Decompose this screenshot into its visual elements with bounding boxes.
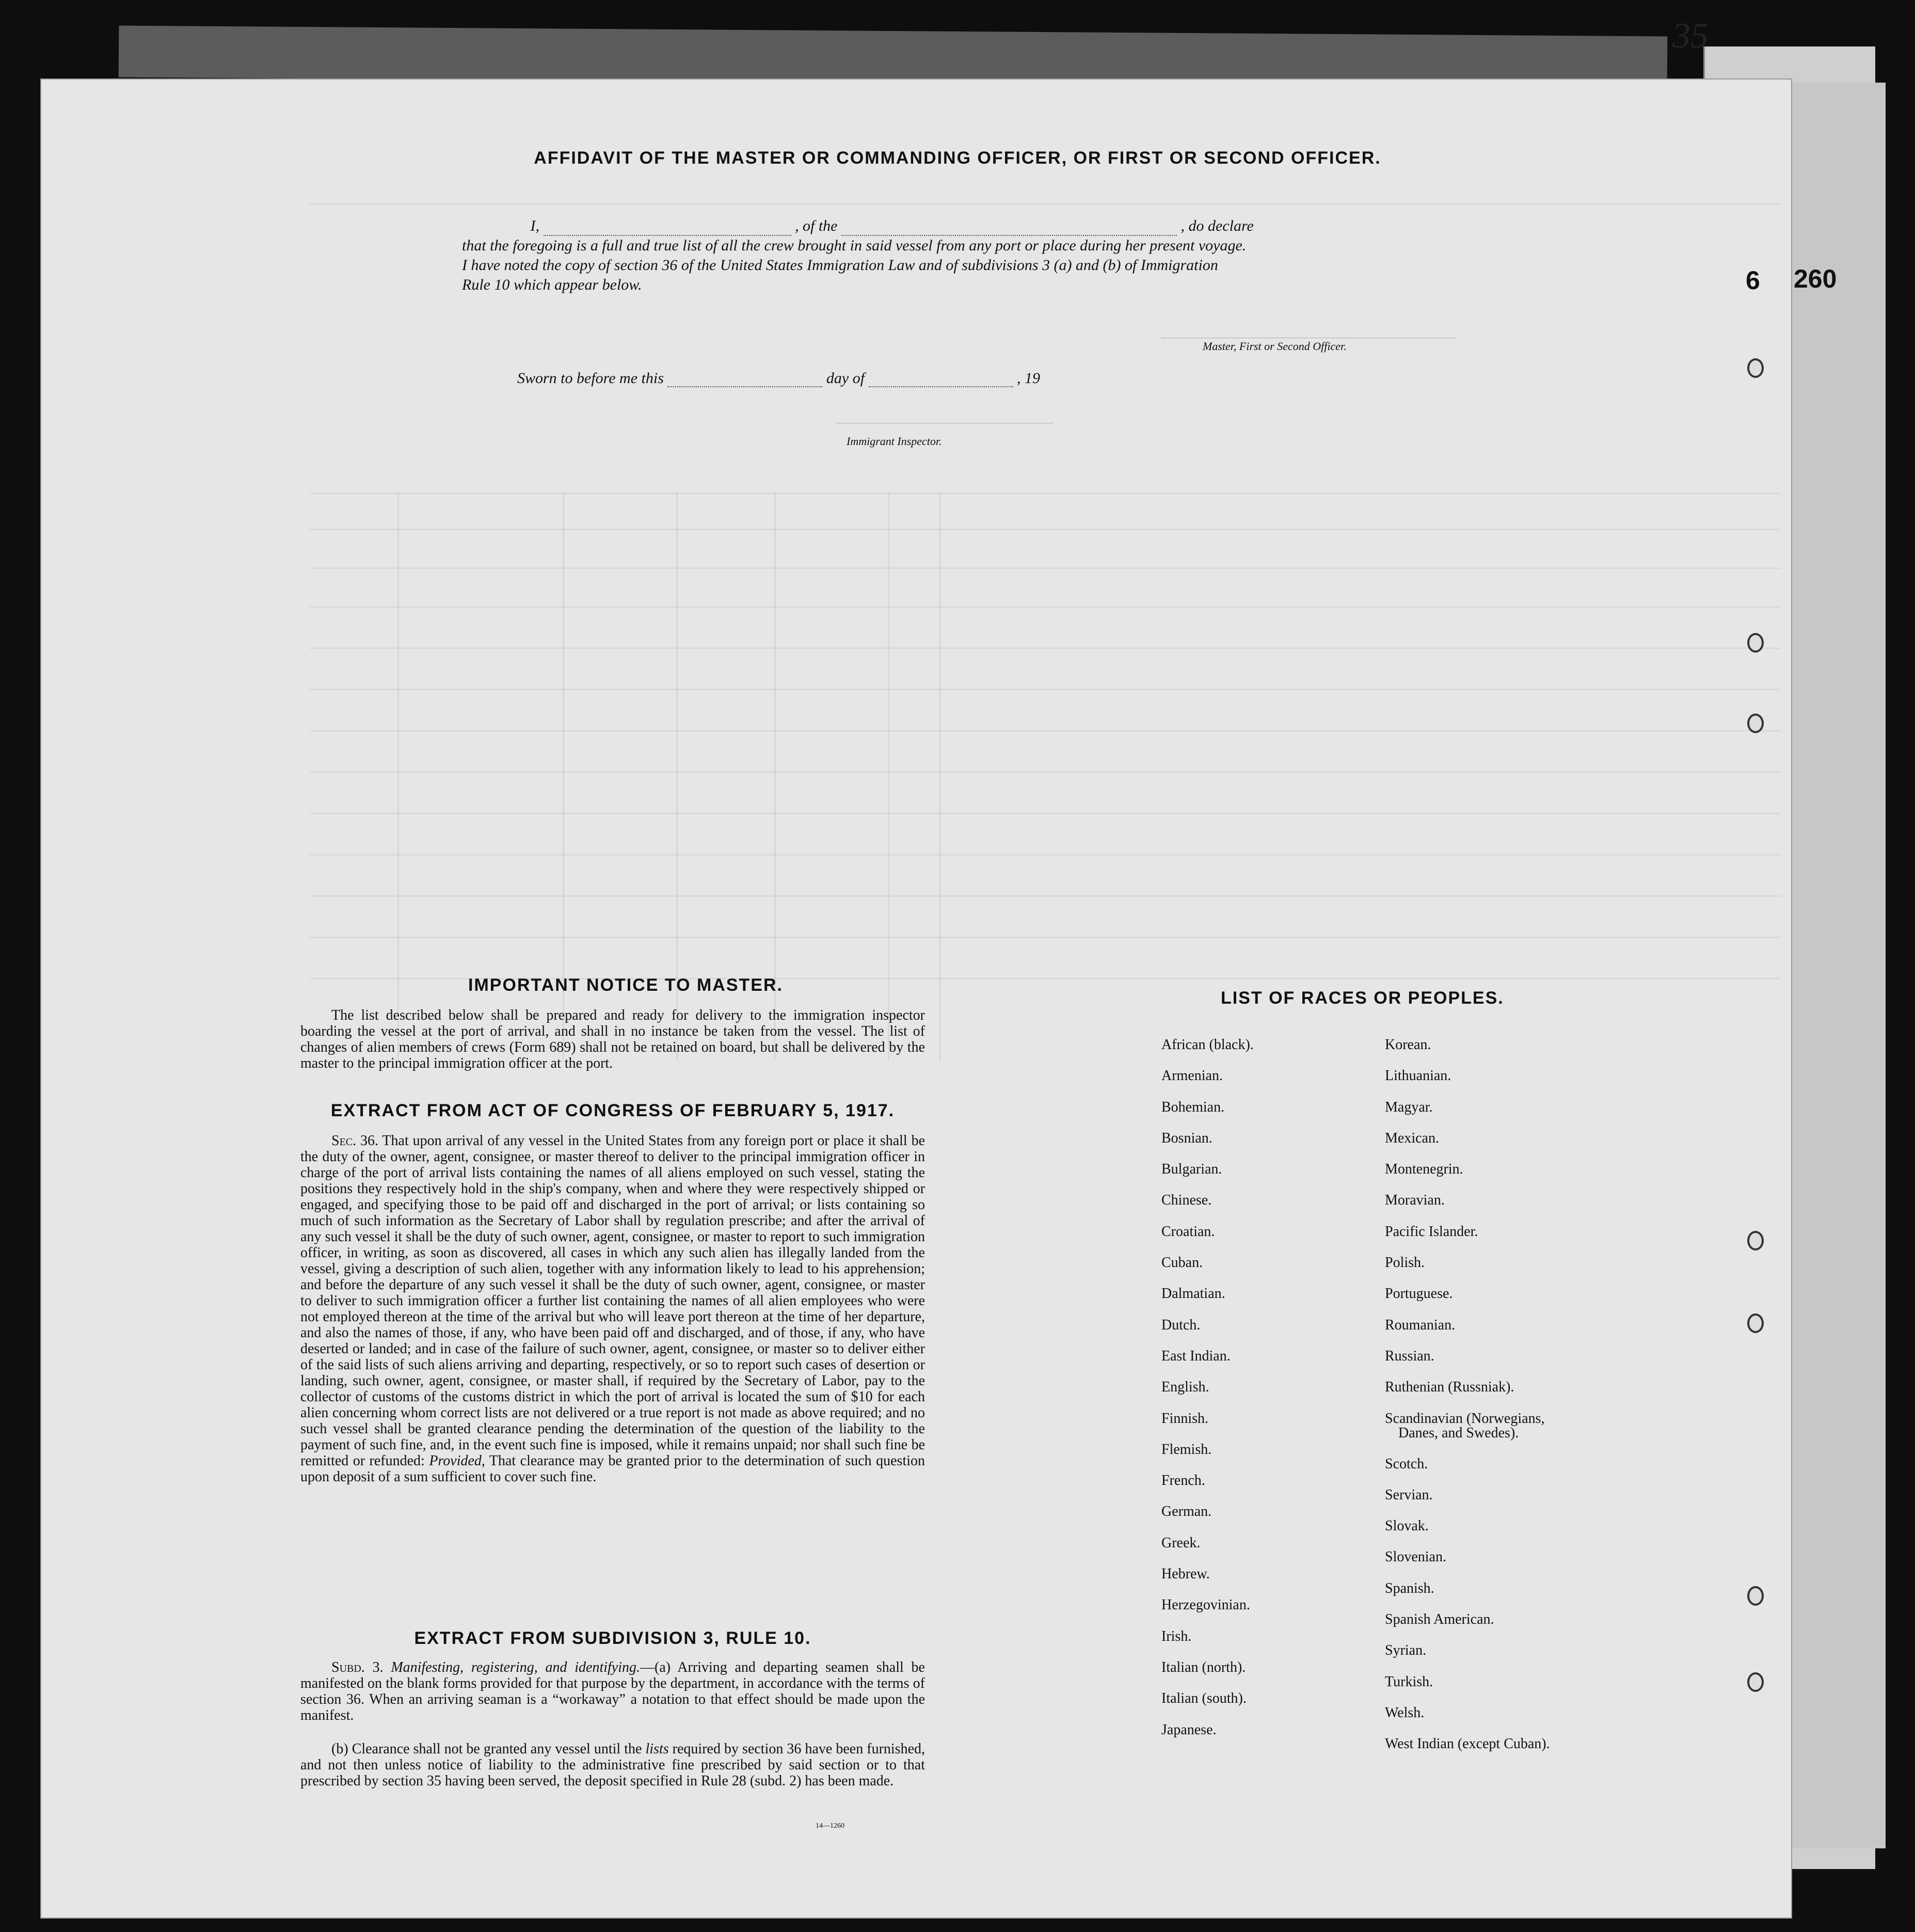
race-item: Bosnian. [1161,1130,1212,1146]
race-item: East Indian. [1161,1348,1231,1364]
extract-rule-para-b [300,1741,925,1789]
extract-rule-para-a [300,1659,925,1723]
subdivision-para-b-end: required by section 36 have been furnished, and not then unless notice of liability to the administrative fine prescribed by said section or to that prescribed by section 35 having been served, the deposit specified in Rule 28 (subd. 2) has been made. [300,1741,925,1789]
punch-hole [1747,1231,1764,1250]
race-item: Croatian. [1161,1223,1215,1240]
section-36-text: That upon arrival of any vessel in the United States from any foreign port or place it shall be the duty of the owner, agent, consignee, or master thereof to deliver to the principal immigration officer in charge of the port of arrival lists containing the names of all aliens employed on such vessel, stating the positions they respectively hold in the ship's company, when and where they were respectively shipped or engaged, and specifying those to be paid off and discharged in the port of arrival; or lists containing so much of such information as the Secretary of Labor shall by regulation prescribe; and after the arrival of any such vessel it shall be the duty of such owner, agent, consignee, or master to report to such immigration officer, in writing, as soon as discovered, all cases in which any such alien has illegally landed from the vessel, giving a description of such alien, together with any information likely to lead to his apprehension; and before the departure of any such vessel it shall be the duty of such owner, agent, consignee, or master to deliver to such immigration officer a further list containing the names of all alien employees who were not employed thereon at the time of the arrival but who will leave port thereon at the time of her departure, and also the names of those, if any, who have been paid off and discharged, and of those, if any, who have deserted or landed; and in case of the failure of such owner, agent, consignee, or master so to deliver either of the said lists of such aliens arriving and departing, respectively, or so to report such cases of desertion or landing, such owner, agent, consignee, or master shall, if required by the Secretary of Labor, pay to the collector of customs of the customs district in which the port of arrival is located the sum of $10 for each alien concerning whom correct lists are not delivered or a true report is not made as above required; and no such vessel shall be granted clearance pending the determination of the question of the liability to the payment of such fine, and, in the event such fine is imposed, while it remains unpaid; nor shall such fine be remitted or refunded: [300,1133,925,1469]
affidavit-line-4: Rule 10 which appear below. [462,276,642,293]
affidavit-of-the-label: , of the [795,217,838,234]
affidavit-declare-label: , do declare [1180,217,1254,234]
sworn-line [517,370,1040,387]
provided-label: Provided, [429,1453,485,1469]
inspector-signature-label: Immigrant Inspector. [847,435,942,448]
subdivision-para-b-start: (b) Clearance shall not be granted any vessel until the [331,1741,642,1757]
race-item: Cuban. [1161,1255,1203,1271]
race-item: Italian (south). [1161,1690,1247,1707]
race-item: West Indian (except Cuban). [1385,1736,1550,1752]
race-item: Italian (north). [1161,1659,1246,1675]
race-item: Russian. [1385,1348,1434,1364]
race-item: Servian. [1385,1486,1433,1503]
notice-text: The list described below shall be prepared and ready for delivery to the immigration inspector boarding the vessel at the port of arrival, and shall in no instance be taken from the vessel. The list of changes of alien members of crews (Form 689) shall not be retained on board, but shall be delivered by the master to the principal immigration officer at the port. [300,1007,925,1071]
race-item: French. [1161,1472,1205,1489]
race-item: Dutch. [1161,1317,1201,1333]
race-item: Polish. [1385,1255,1425,1271]
sworn-day-blank [667,386,822,387]
punch-hole [1747,1672,1764,1692]
race-item: Finnish. [1161,1410,1209,1427]
affidavit-title: AFFIDAVIT OF THE MASTER OR COMMANDING OFFICER, OR FIRST OR SECOND OFFICER. [534,148,1381,168]
extract-act-title: EXTRACT FROM ACT OF CONGRESS OF FEBRUARY 5, 1917. [330,1101,895,1120]
race-item: German. [1161,1503,1212,1520]
race-item: Slovak. [1385,1518,1429,1534]
affidavit-i-label: I, [530,217,539,234]
sworn-month-blank [869,386,1013,387]
subdivision-para-a: —(a) Arriving and departing seamen shall be manifested on the blank forms provided for that purpose by the department, in accordance with the terms of section 36. When an arriving seaman is a “workaway” a notation to that effect should be made upon the manifest. [300,1659,925,1723]
race-item: Lithuanian. [1385,1068,1451,1084]
race-item: Hebrew. [1161,1566,1210,1582]
affidavit-body [462,216,1494,295]
race-item: Roumanian. [1385,1317,1456,1333]
subdivision-heading: Manifesting, registering, and identifying. [391,1659,640,1675]
race-item: Irish. [1161,1628,1192,1644]
extract-act-text [300,1133,925,1485]
race-item: Korean. [1385,1037,1431,1053]
form-number: 14—1260 [816,1822,844,1830]
race-item: Dalmatian. [1161,1286,1225,1302]
subdivision-label: Subd. 3. [331,1659,384,1675]
race-item: Slovenian. [1385,1549,1446,1565]
race-item: Danes, and Swedes). [1398,1424,1519,1441]
race-item: English. [1161,1379,1209,1396]
punch-hole [1747,633,1764,653]
race-item: Welsh. [1385,1704,1425,1721]
page-number-b: 260 [1794,264,1837,293]
race-item: Chinese. [1161,1192,1212,1209]
race-item: Montenegrin. [1385,1161,1463,1178]
race-item: Magyar. [1385,1099,1433,1115]
race-item: Moravian. [1385,1192,1445,1209]
punch-hole [1747,714,1764,733]
race-item: Flemish. [1161,1441,1212,1458]
race-item: Greek. [1161,1534,1201,1551]
race-item: Ruthenian (Russniak). [1385,1379,1514,1396]
race-item: Portuguese. [1385,1286,1453,1302]
race-item: Scandinavian (Norwegians, [1385,1410,1545,1427]
sworn-label: Sworn to before me this [517,370,664,387]
section-label: Sec. 36. [331,1133,379,1149]
races-right-column [1385,1030,1550,1760]
race-item: Syrian. [1385,1642,1427,1659]
affidavit-line-3: I have noted the copy of section 36 of the United States Immigration Law and of subdivisions 3 (a) and (b) of Immigration [462,257,1218,274]
extract-rule-title: EXTRACT FROM SUBDIVISION 3, RULE 10. [414,1628,811,1648]
races-left-column [1161,1030,1254,1746]
punch-hole [1747,358,1764,378]
document-page [40,78,1837,1919]
race-item: Mexican. [1385,1130,1439,1146]
race-item: Bohemian. [1161,1099,1225,1115]
punch-hole [1747,1586,1764,1606]
races-title: LIST OF RACES OR PEOPLES. [1221,988,1504,1008]
year-label: , 19 [1017,370,1041,387]
handwritten-page-number: 35 [1672,16,1709,56]
race-item: Bulgarian. [1161,1161,1222,1178]
race-item: Armenian. [1161,1068,1223,1084]
master-signature-label: Master, First or Second Officer. [1203,340,1347,353]
race-item: Japanese. [1161,1721,1217,1738]
section-36-text-end: That clearance may be granted prior to the determination of such question upon deposit of a sum sufficient to cover such fine. [300,1453,925,1485]
punch-hole [1747,1313,1764,1333]
race-item: Pacific Islander. [1385,1223,1478,1240]
notice-title: IMPORTANT NOTICE TO MASTER. [468,975,783,995]
affidavit-line-2: that the foregoing is a full and true list of all the crew brought in said vessel from any port or place during her present voyage. [462,237,1247,254]
subdivision-para-b-lists: lists [645,1741,669,1757]
race-item: Spanish. [1385,1580,1434,1596]
race-item: African (black). [1161,1037,1254,1053]
day-of-label: day of [826,370,865,387]
race-item: Spanish American. [1385,1611,1494,1628]
page-number-a: 6 [1746,266,1760,295]
race-item: Herzegovinian. [1161,1597,1250,1613]
race-item: Scotch. [1385,1455,1428,1472]
race-item: Turkish. [1385,1673,1433,1690]
